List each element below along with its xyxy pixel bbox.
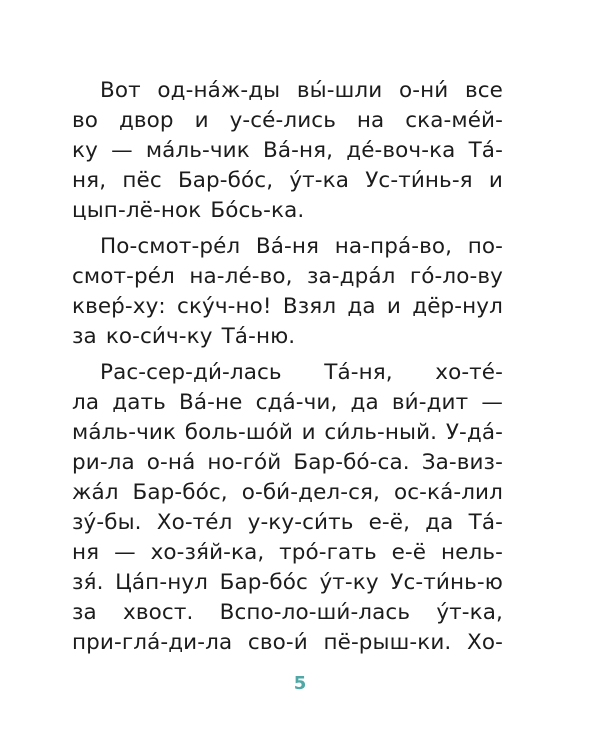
text-line [72,448,503,478]
word: и [194,108,209,133]
word: Хо- [467,630,503,655]
word: Та́- [468,510,503,535]
word: си́ль-ный. [324,420,438,445]
word: за [72,324,97,349]
word: и [301,420,316,445]
word: и [488,168,503,193]
word: ска-ме́й- [405,108,503,133]
word: о-на́ [146,450,196,475]
word: Ва́-ня, [262,138,334,163]
word: во [72,108,99,133]
word: да [347,294,376,319]
text-line [72,538,503,568]
text-line [72,508,503,538]
word: од-на́ж-ды [157,78,281,103]
word: — [114,540,136,565]
word: Ус-ти́нь-я [365,168,473,193]
word: зя́. [72,570,104,595]
word: все [464,78,503,103]
word: Вспо-ло-ши́-лась [219,600,411,625]
word: цып-лё-нок [72,198,202,223]
word: смот-ре́л [72,264,175,289]
word: — [481,390,503,415]
word: Хо-те́л [156,510,233,535]
word: За-виз- [421,450,503,475]
word: Та́-ню. [221,324,296,349]
word: хо-те́- [435,360,503,385]
word: при-гла́-ди-ла [72,630,233,655]
text-line [72,136,503,166]
text-line [72,76,503,106]
word: Вот [100,78,141,103]
word: ку [72,138,98,163]
word: Рас-сер-ди́-лась [100,360,282,385]
word: да [350,390,379,415]
word: нель- [441,540,503,565]
word: да [425,510,454,535]
word: жа́л [72,480,119,505]
word: на-ле́-во, [189,264,293,289]
word: Взял [282,294,337,319]
text-line [72,262,503,292]
word: боль-шо́й [184,420,293,445]
word: о-би́-дел-ся, [241,480,380,505]
word: ви́-дит [391,390,469,415]
word: сда́-чи, [255,390,338,415]
word: Ца́п-нул [115,570,209,595]
page-number: 5 [293,673,307,694]
word: го́-ло-ву [409,264,503,289]
word: пёс [122,168,162,193]
word: дёр-нул [412,294,503,319]
text-line [72,292,503,322]
word: ску́ч-но! [177,294,272,319]
text-line [72,598,503,628]
word: на-пра́-во, [334,234,453,259]
word: — [111,138,133,163]
word: По-смот-ре́л [100,234,241,259]
story-text [72,76,503,664]
word: е-ё, [368,510,411,535]
word: зу́-бы. [72,510,142,535]
word: вы́-шли [296,78,383,103]
text-line [72,418,503,448]
paragraph [72,232,503,352]
word: ла [72,390,100,415]
word: дать [112,390,166,415]
word: ма́ль-чик [72,420,177,445]
text-line [72,322,503,352]
paragraph [72,358,503,658]
word: Бо́сь-ка. [210,198,305,223]
text-line [72,166,503,196]
word: по- [467,234,503,259]
word: у́т-ку [319,570,379,595]
word: Бар-бо́с, [132,480,228,505]
word: у-ку-си́ть [247,510,354,535]
word: Бар-бо́с [219,570,308,595]
word: У-да́- [445,420,503,445]
word: ос-ка́-лил [393,480,503,505]
word: но-го́й [207,450,282,475]
word: ня [72,540,100,565]
text-line [72,388,503,418]
word: е-ё [391,540,427,565]
word: Та́- [468,138,503,163]
word: пё-рыш-ки. [323,630,452,655]
text-line [72,478,503,508]
word: ко-си́ч-ку [105,324,213,349]
word: за-дра́л [307,264,396,289]
word: на [356,108,385,133]
text-line [72,196,503,226]
paragraph [72,76,503,226]
word: хо-зя́й-ка, [150,540,265,565]
word: ня, [72,168,107,193]
word: де́-воч-ка [346,138,456,163]
text-line [72,358,503,388]
word: квер́-ху: [72,294,166,319]
word: Ус-ти́нь-ю [390,570,503,595]
word: о-ни́ [398,78,449,103]
word: Ва́-не [178,390,243,415]
word: тро́-гать [279,540,377,565]
word: Та́-ня, [324,360,393,385]
text-line [72,568,503,598]
word: за [72,600,97,625]
word: сво-и́ [247,630,308,655]
word: у́т-ка, [436,600,503,625]
word: у-се́-лись [229,108,336,133]
word: и [386,294,401,319]
word: Бар-бо́с, [177,168,274,193]
word: ри-ла [72,450,135,475]
word: двор [118,108,174,133]
word: ма́ль-чик [145,138,250,163]
word: Бар-бо́-са. [293,450,410,475]
text-line [72,628,503,658]
word: хвост. [123,600,194,625]
text-line [72,232,503,262]
text-line [72,106,503,136]
word: у́т-ка [289,168,350,193]
word: Ва́-ня [255,234,320,259]
